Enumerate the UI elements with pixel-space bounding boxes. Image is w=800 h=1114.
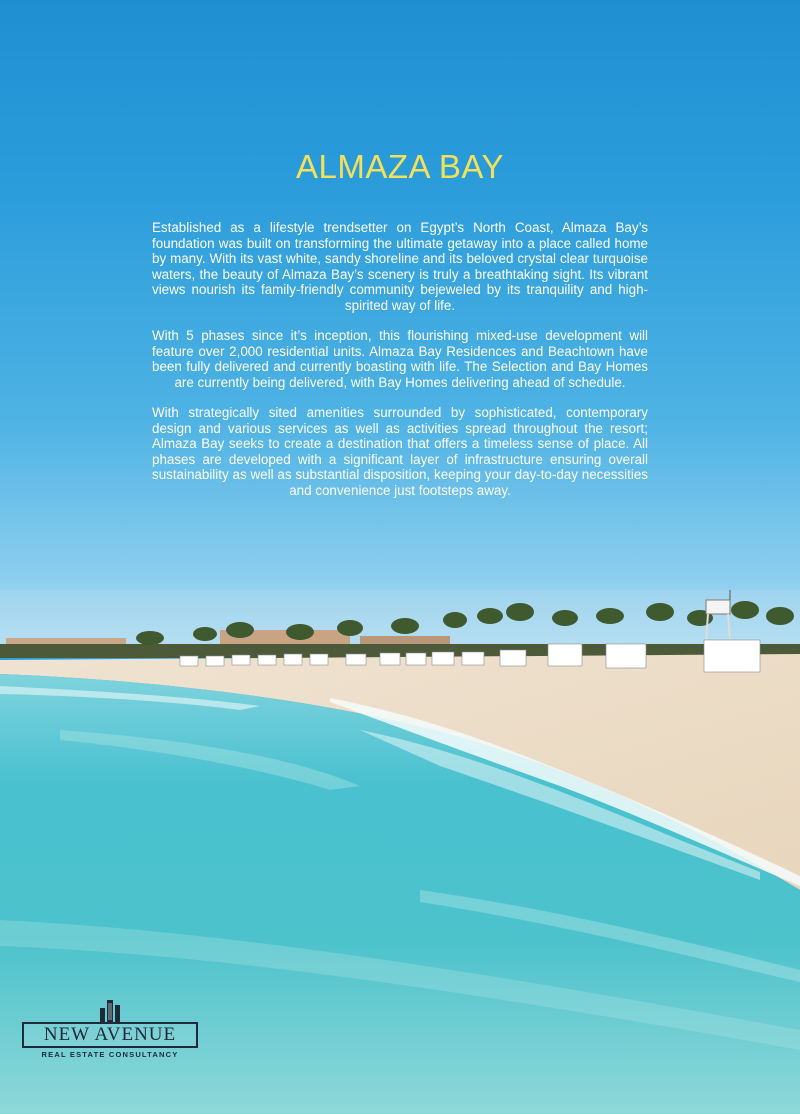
new-avenue-logo bbox=[22, 1000, 198, 1062]
building-icon bbox=[98, 1000, 122, 1022]
paragraph-amenities: With strategically sited amenities surrounded by sophisticated, contemporary design and various services as well as activities spread throughout the resort; Almaza Bay seeks to create a destination that offers a timeless sense of place. All phases are developed with a significant layer of infrastructure ensuring overall sustainability as well as substantial disposition, keeping your day-to-day necessities and convenience just footsteps away. bbox=[152, 405, 648, 498]
logo-name: NEW AVENUE bbox=[22, 1022, 198, 1048]
description-text bbox=[152, 220, 648, 513]
page-title: ALMAZA BAY bbox=[296, 148, 504, 185]
paragraph-intro: Established as a lifestyle trendsetter on Egypt’s North Coast, Almaza Bay’s foundation was built on transforming the ultimate getaway into a place called home by many. With its vast white, sandy shoreline and its beloved crystal clear turquoise waters, the beauty of Almaza Bay’s scenery is truly a breathtaking sight. Its vibrant views nourish its family-friendly community bejeweled by its tranquility and high-spirited way of life. bbox=[152, 220, 648, 313]
paragraph-phases: With 5 phases since it’s inception, this flourishing mixed-use development will feature over 2,000 residential units. Almaza Bay Residences and Beachtown have been fully delivered and currently boasting with life. The Selection and Bay Homes are currently being delivered, with Bay Homes delivering ahead of schedule. bbox=[152, 328, 648, 390]
logo-subtitle: REAL ESTATE CONSULTANCY bbox=[41, 1050, 179, 1059]
